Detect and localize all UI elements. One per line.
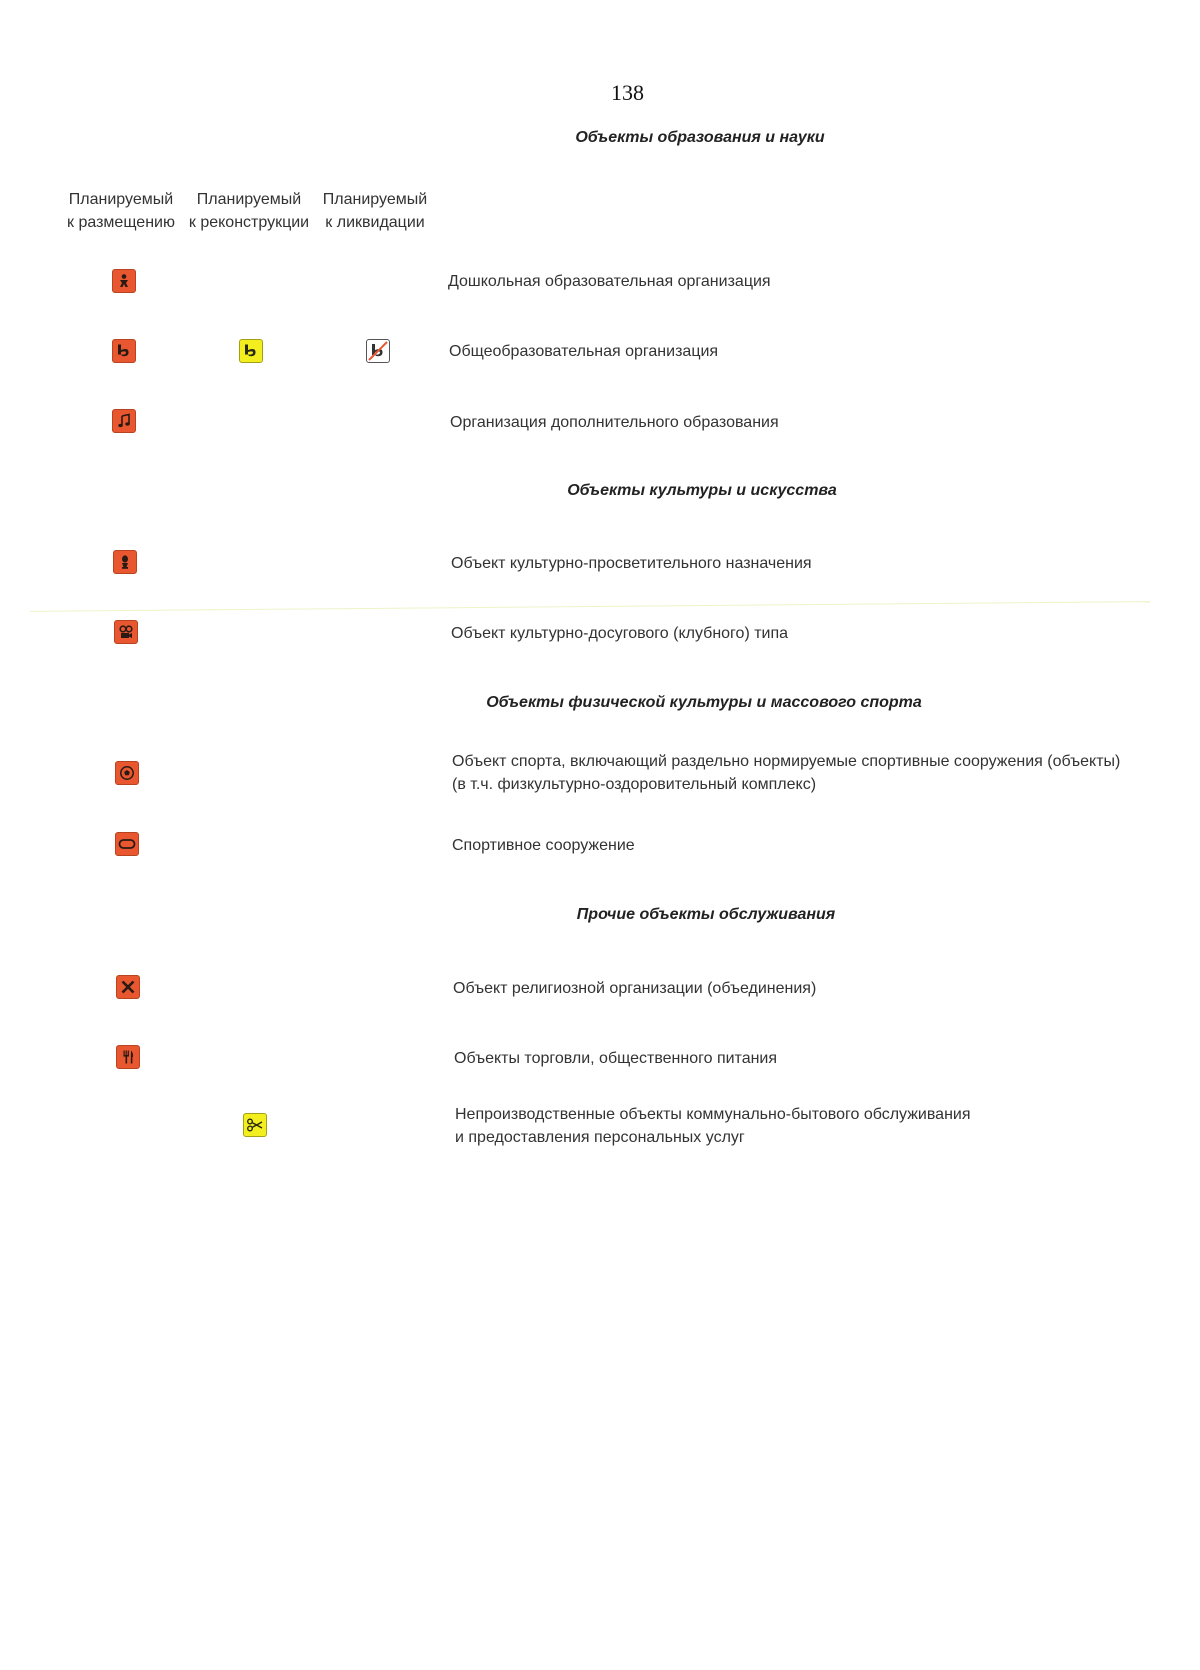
column-header-line: к реконструкции bbox=[188, 214, 310, 231]
film-reel-icon bbox=[114, 620, 138, 644]
row-label-preschool: Дошкольная образовательная организация bbox=[448, 273, 771, 290]
row-label-additional-education: Организация дополнительного образования bbox=[450, 414, 779, 431]
school-icon bbox=[112, 339, 136, 363]
row-label-sport-object bbox=[452, 750, 1120, 796]
row-label-general-school: Общеобразовательная организация bbox=[449, 343, 719, 360]
scan-artifact-line bbox=[30, 601, 1150, 612]
crossed-swords-icon bbox=[116, 975, 140, 999]
section-title-culture: Объекты культуры и искусства bbox=[567, 482, 837, 499]
column-header-placement bbox=[60, 188, 182, 234]
row-label-culture-education: Объект культурно-просветительного назначения bbox=[451, 555, 812, 572]
row-label-trade-food: Объекты торговли, общественного питания bbox=[454, 1050, 778, 1067]
music-note-icon bbox=[112, 409, 136, 433]
stadium-icon bbox=[115, 832, 139, 856]
row-label-line: Непроизводственные объекты коммунально-бытового обслуживания bbox=[455, 1106, 971, 1123]
row-label-sport-facility: Спортивное сооружение bbox=[452, 837, 635, 854]
section-title-education: Объекты образования и науки bbox=[575, 129, 825, 146]
row-label-line: (в т.ч. физкультурно-оздоровительный комплекс) bbox=[452, 776, 817, 793]
row-label-religious: Объект религиозной организации (объединения) bbox=[453, 980, 817, 997]
column-header-line: Планируемый bbox=[68, 191, 174, 208]
column-header-liquidation bbox=[314, 188, 436, 234]
row-label-household-services bbox=[455, 1103, 971, 1149]
page-number: 138 bbox=[611, 80, 644, 105]
school-crossed-icon bbox=[366, 339, 390, 363]
fork-knife-icon bbox=[116, 1045, 140, 1069]
row-label-line: Объект спорта, включающий раздельно нормируемые спортивные сооружения (объекты) bbox=[452, 753, 1121, 770]
row-label-line: и предоставления персональных услуг bbox=[455, 1129, 745, 1146]
bust-icon bbox=[113, 550, 137, 574]
scissors-icon bbox=[243, 1113, 267, 1137]
column-header-line: к ликвидации bbox=[325, 214, 425, 231]
column-header-line: Планируемый bbox=[196, 191, 302, 208]
column-header-line: к размещению bbox=[67, 214, 175, 231]
ball-icon bbox=[115, 761, 139, 785]
column-header-reconstruction bbox=[188, 188, 310, 234]
row-label-culture-leisure: Объект культурно-досугового (клубного) типа bbox=[451, 625, 789, 642]
school-icon bbox=[239, 339, 263, 363]
column-header-line: Планируемый bbox=[322, 191, 428, 208]
section-title-other: Прочие объекты обслуживания bbox=[576, 906, 836, 923]
section-title-sport: Объекты физической культуры и массового спорта bbox=[486, 694, 922, 711]
child-icon bbox=[112, 269, 136, 293]
